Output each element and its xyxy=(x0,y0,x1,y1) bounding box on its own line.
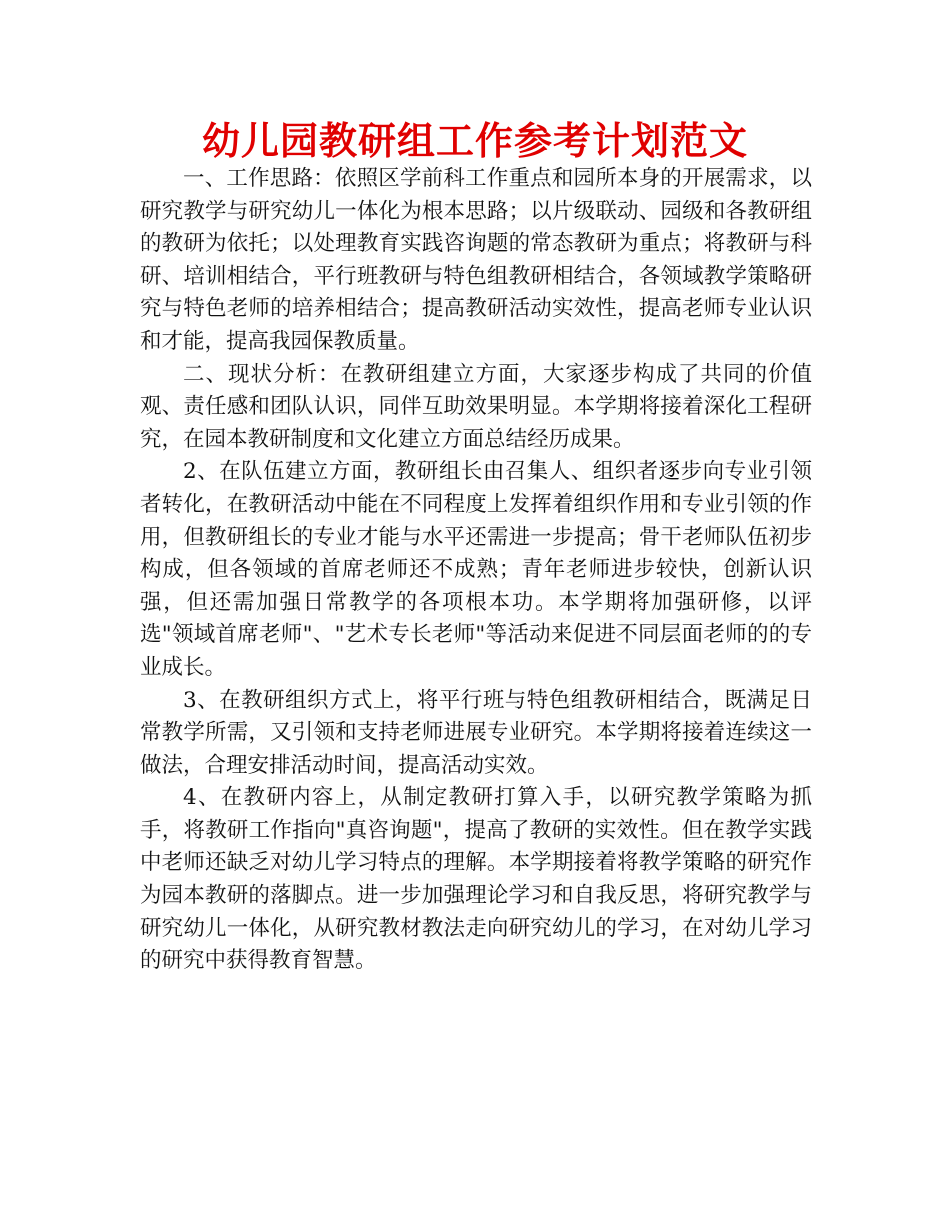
paragraph-research-content: 4、在教研内容上，从制定教研打算入手，以研究教学策略为抓手，将教研工作指向"真咨询题"，提高了教研的实效性。但在教学实践中老师还缺乏对幼儿学习特点的理解。本学期接着将教学策略的研究作为园本教研的落脚点。进一步加强理论学习和自我反思，将研究教学与研究幼儿一体化，从研究教材教法走向研究幼儿的学习，在对幼儿学习的研究中获得教育智慧。 xyxy=(140,785,812,974)
paragraph-organization-method: 3、在教研组织方式上，将平行班与特色组教研相结合，既满足日常教学所需，又引领和支持老师进展专业研究。本学期将接着连续这一做法，合理安排活动时间，提高活动实效。 xyxy=(140,687,812,778)
paragraph-status-analysis: 二、现状分析：在教研组建立方面，大家逐步构成了共同的价值观、责任感和团队认识，同伴互助效果明显。本学期将接着深化工程研究，在园本教研制度和文化建立方面总结经历成果。 xyxy=(140,361,812,452)
paragraph-work-approach: 一、工作思路：依照区学前科工作重点和园所本身的开展需求，以研究教学与研究幼儿一体化为根本思路；以片级联动、园级和各教研组的教研为依托；以处理教育实践咨询题的常态教研为重点；将教研与科研、培训相结合，平行班教研与特色组教研相结合，各领域教学策略研究与特色老师的培养相结合；提高教研活动实效性，提高老师专业认识和才能，提高我园保教质量。 xyxy=(140,166,812,354)
paragraph-team-building: 2、在队伍建立方面，教研组长由召集人、组织者逐步向专业引领者转化，在教研活动中能在不同程度上发挥着组织作用和专业引领的作用，但教研组长的专业才能与水平还需进一步提高；骨干老师队伍初步构成，但各领域的首席老师还不成熟；青年老师进步较快，创新认识强，但还需加强日常教学的各项根本功。本学期将加强研修，以评选"领域首席老师"、"艺术专长老师"等活动来促进不同层面老师的的专业成长。 xyxy=(140,459,812,680)
document-title: 幼儿园教研组工作参考计划范文 xyxy=(201,119,748,163)
document-body xyxy=(140,163,812,978)
